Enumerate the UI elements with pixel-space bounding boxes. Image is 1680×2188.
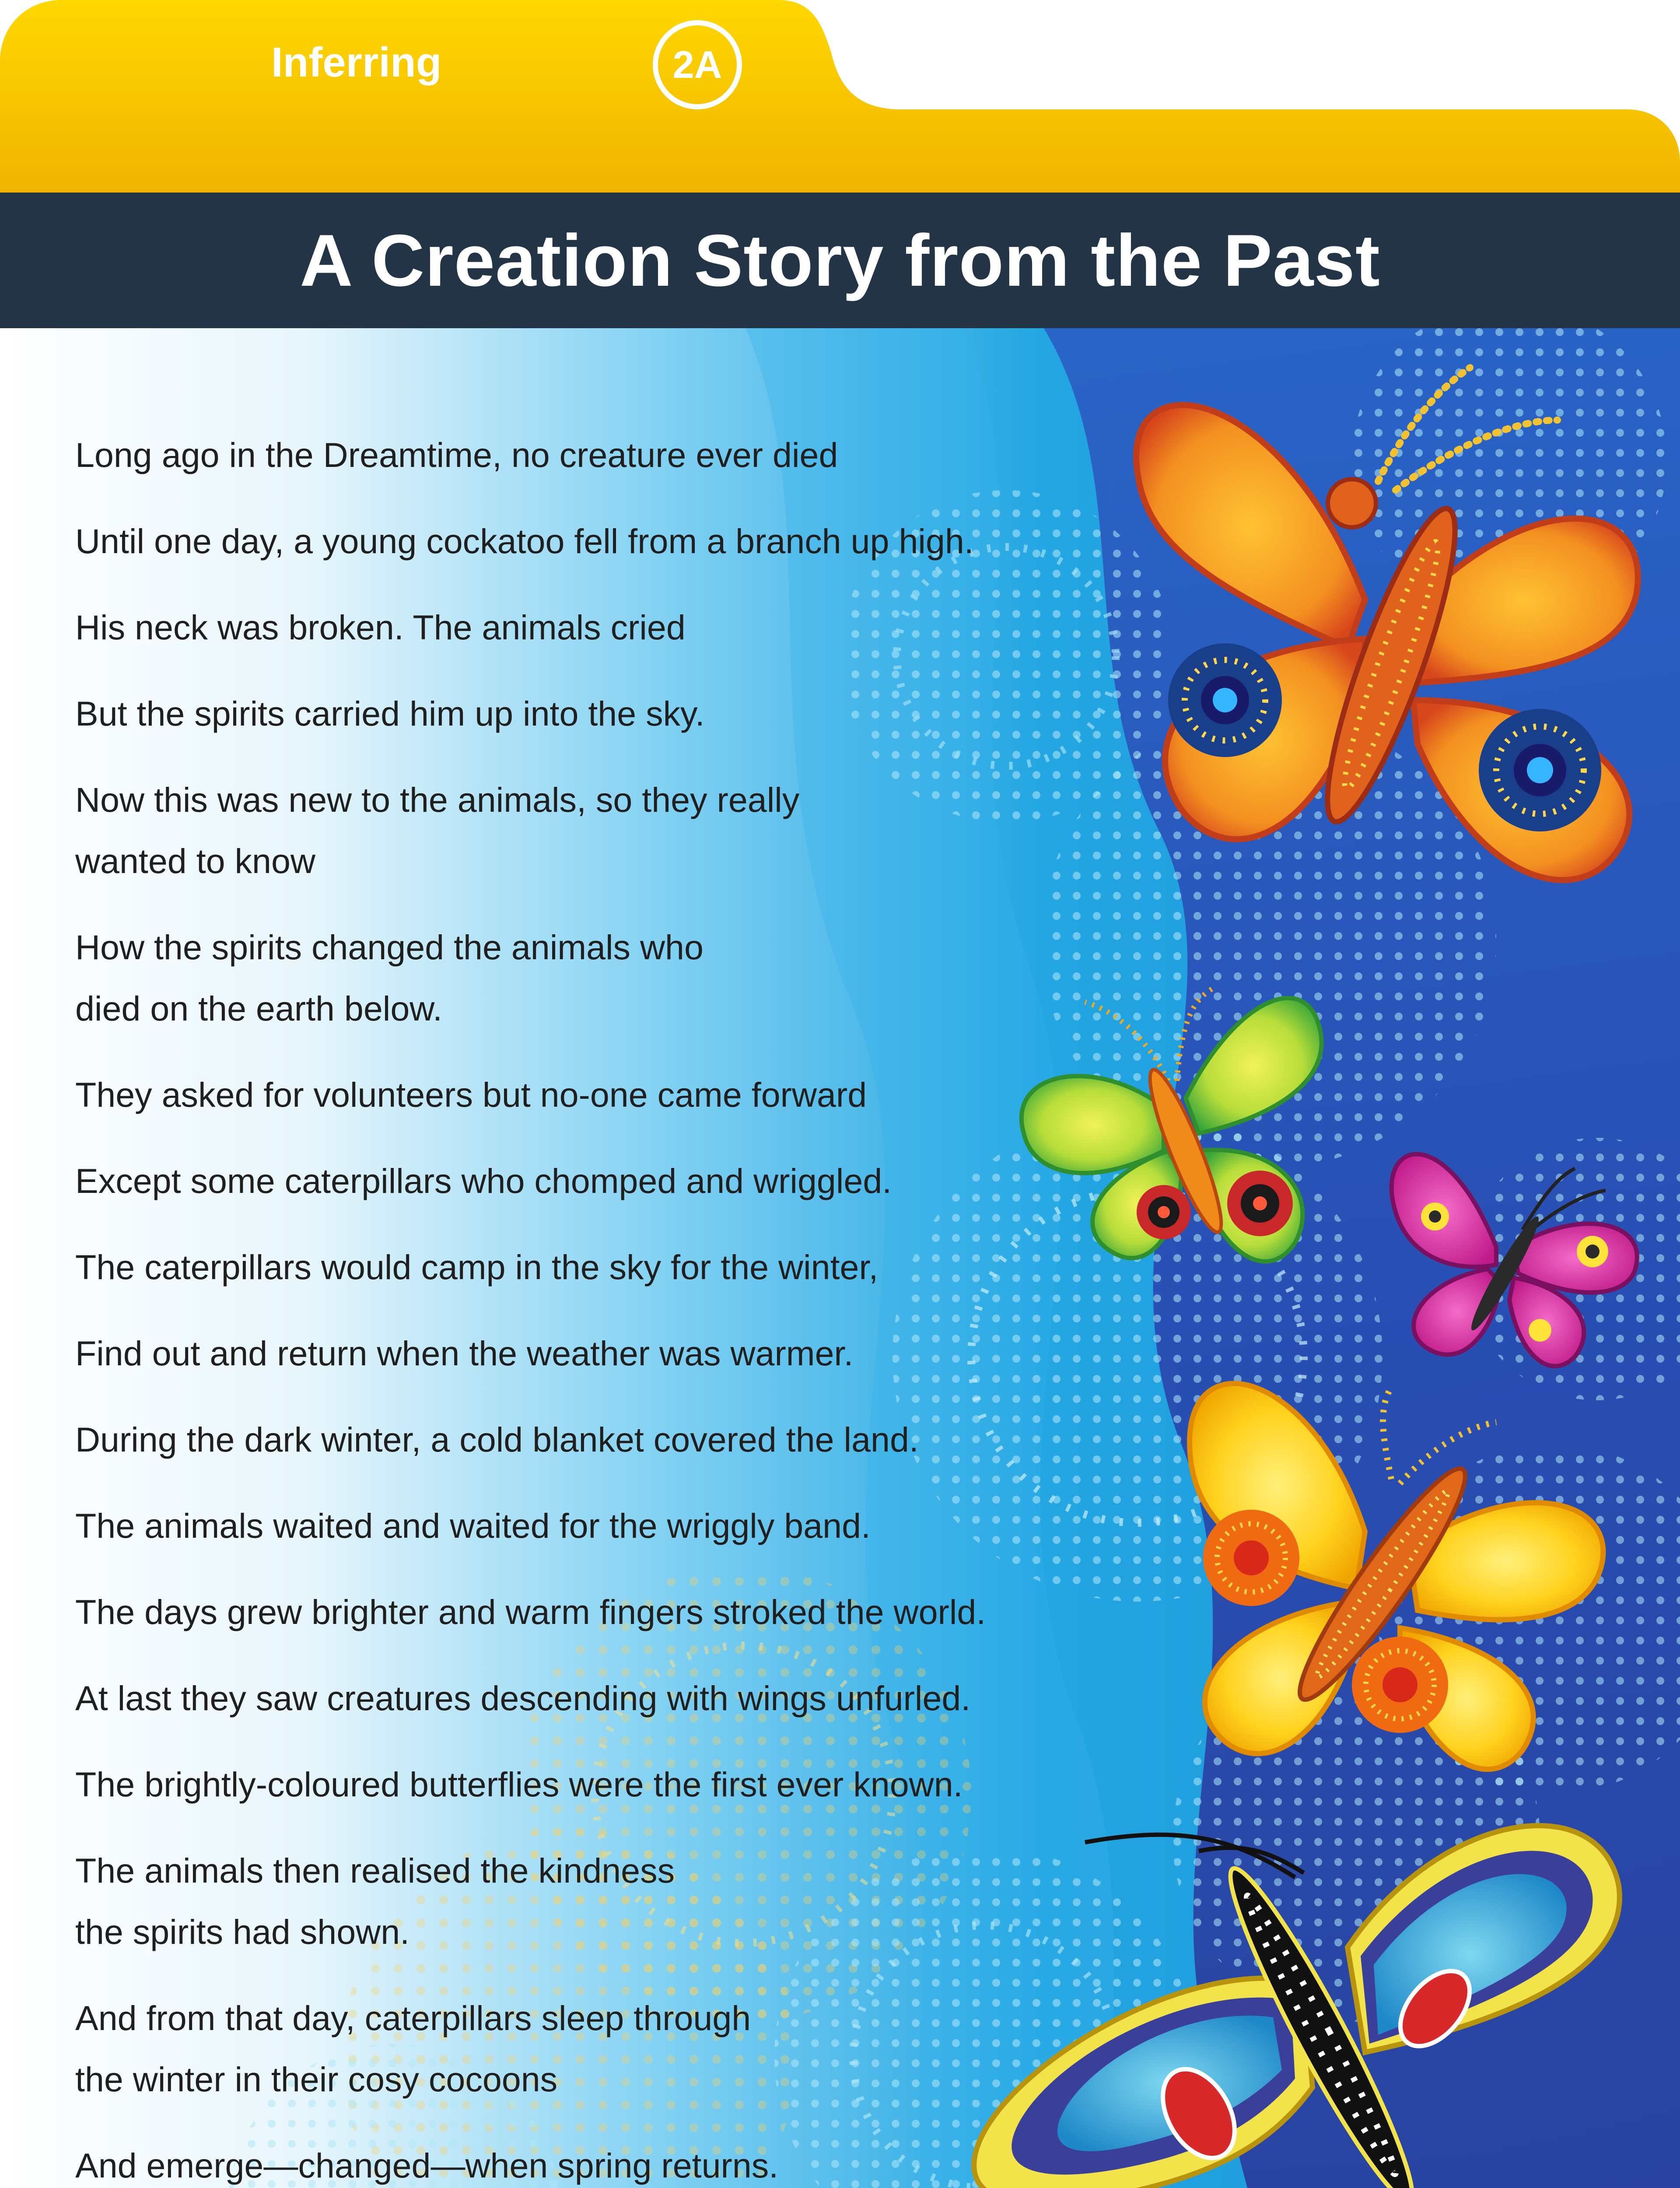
poem-line: They asked for volunteers but no-one came forward [75, 1075, 867, 1114]
poem-line: The caterpillars would camp in the sky for the winter, [75, 1248, 878, 1287]
poem-line: At last they saw creatures descending with wings unfurled. [75, 1679, 971, 1718]
poem-line: The days grew brighter and warm fingers stroked the world. [75, 1592, 986, 1631]
poem-line: Until one day, a young cockatoo fell from a branch up high. [75, 522, 974, 561]
poem-line: And emerge—changed—when spring returns. [75, 2146, 779, 2185]
poem-line: The brightly-coloured butterflies were the first ever known. [75, 1765, 963, 1804]
poem-line: And from that day, caterpillars sleep through the winter in their cosy cocoons [75, 1999, 751, 2099]
poem-line: Find out and return when the weather was warmer. [75, 1334, 854, 1373]
poem-body [75, 424, 1169, 2188]
poem-line: But the spirits carried him up into the sky. [75, 694, 705, 733]
poem-line: How the spirits changed the animals who died on the earth below. [75, 928, 704, 1028]
poem-line: His neck was broken. The animals cried [75, 608, 686, 647]
poem-line: The animals then realised the kindness the spirits had shown. [75, 1851, 675, 1951]
poem-line: During the dark winter, a cold blanket covered the land. [75, 1420, 919, 1459]
tab-code: 2A [672, 43, 722, 86]
poem-line: Long ago in the Dreamtime, no creature ever died [75, 435, 838, 474]
page-title: A Creation Story from the Past [300, 219, 1380, 302]
poem-line: The animals waited and waited for the wriggly band. [75, 1506, 871, 1545]
tab-label: Inferring [271, 39, 442, 86]
poem-line: Except some caterpillars who chomped and wriggled. [75, 1161, 892, 1200]
tab-background [0, 0, 1680, 193]
poem-line: Now this was new to the animals, so they really wanted to know [75, 780, 800, 880]
